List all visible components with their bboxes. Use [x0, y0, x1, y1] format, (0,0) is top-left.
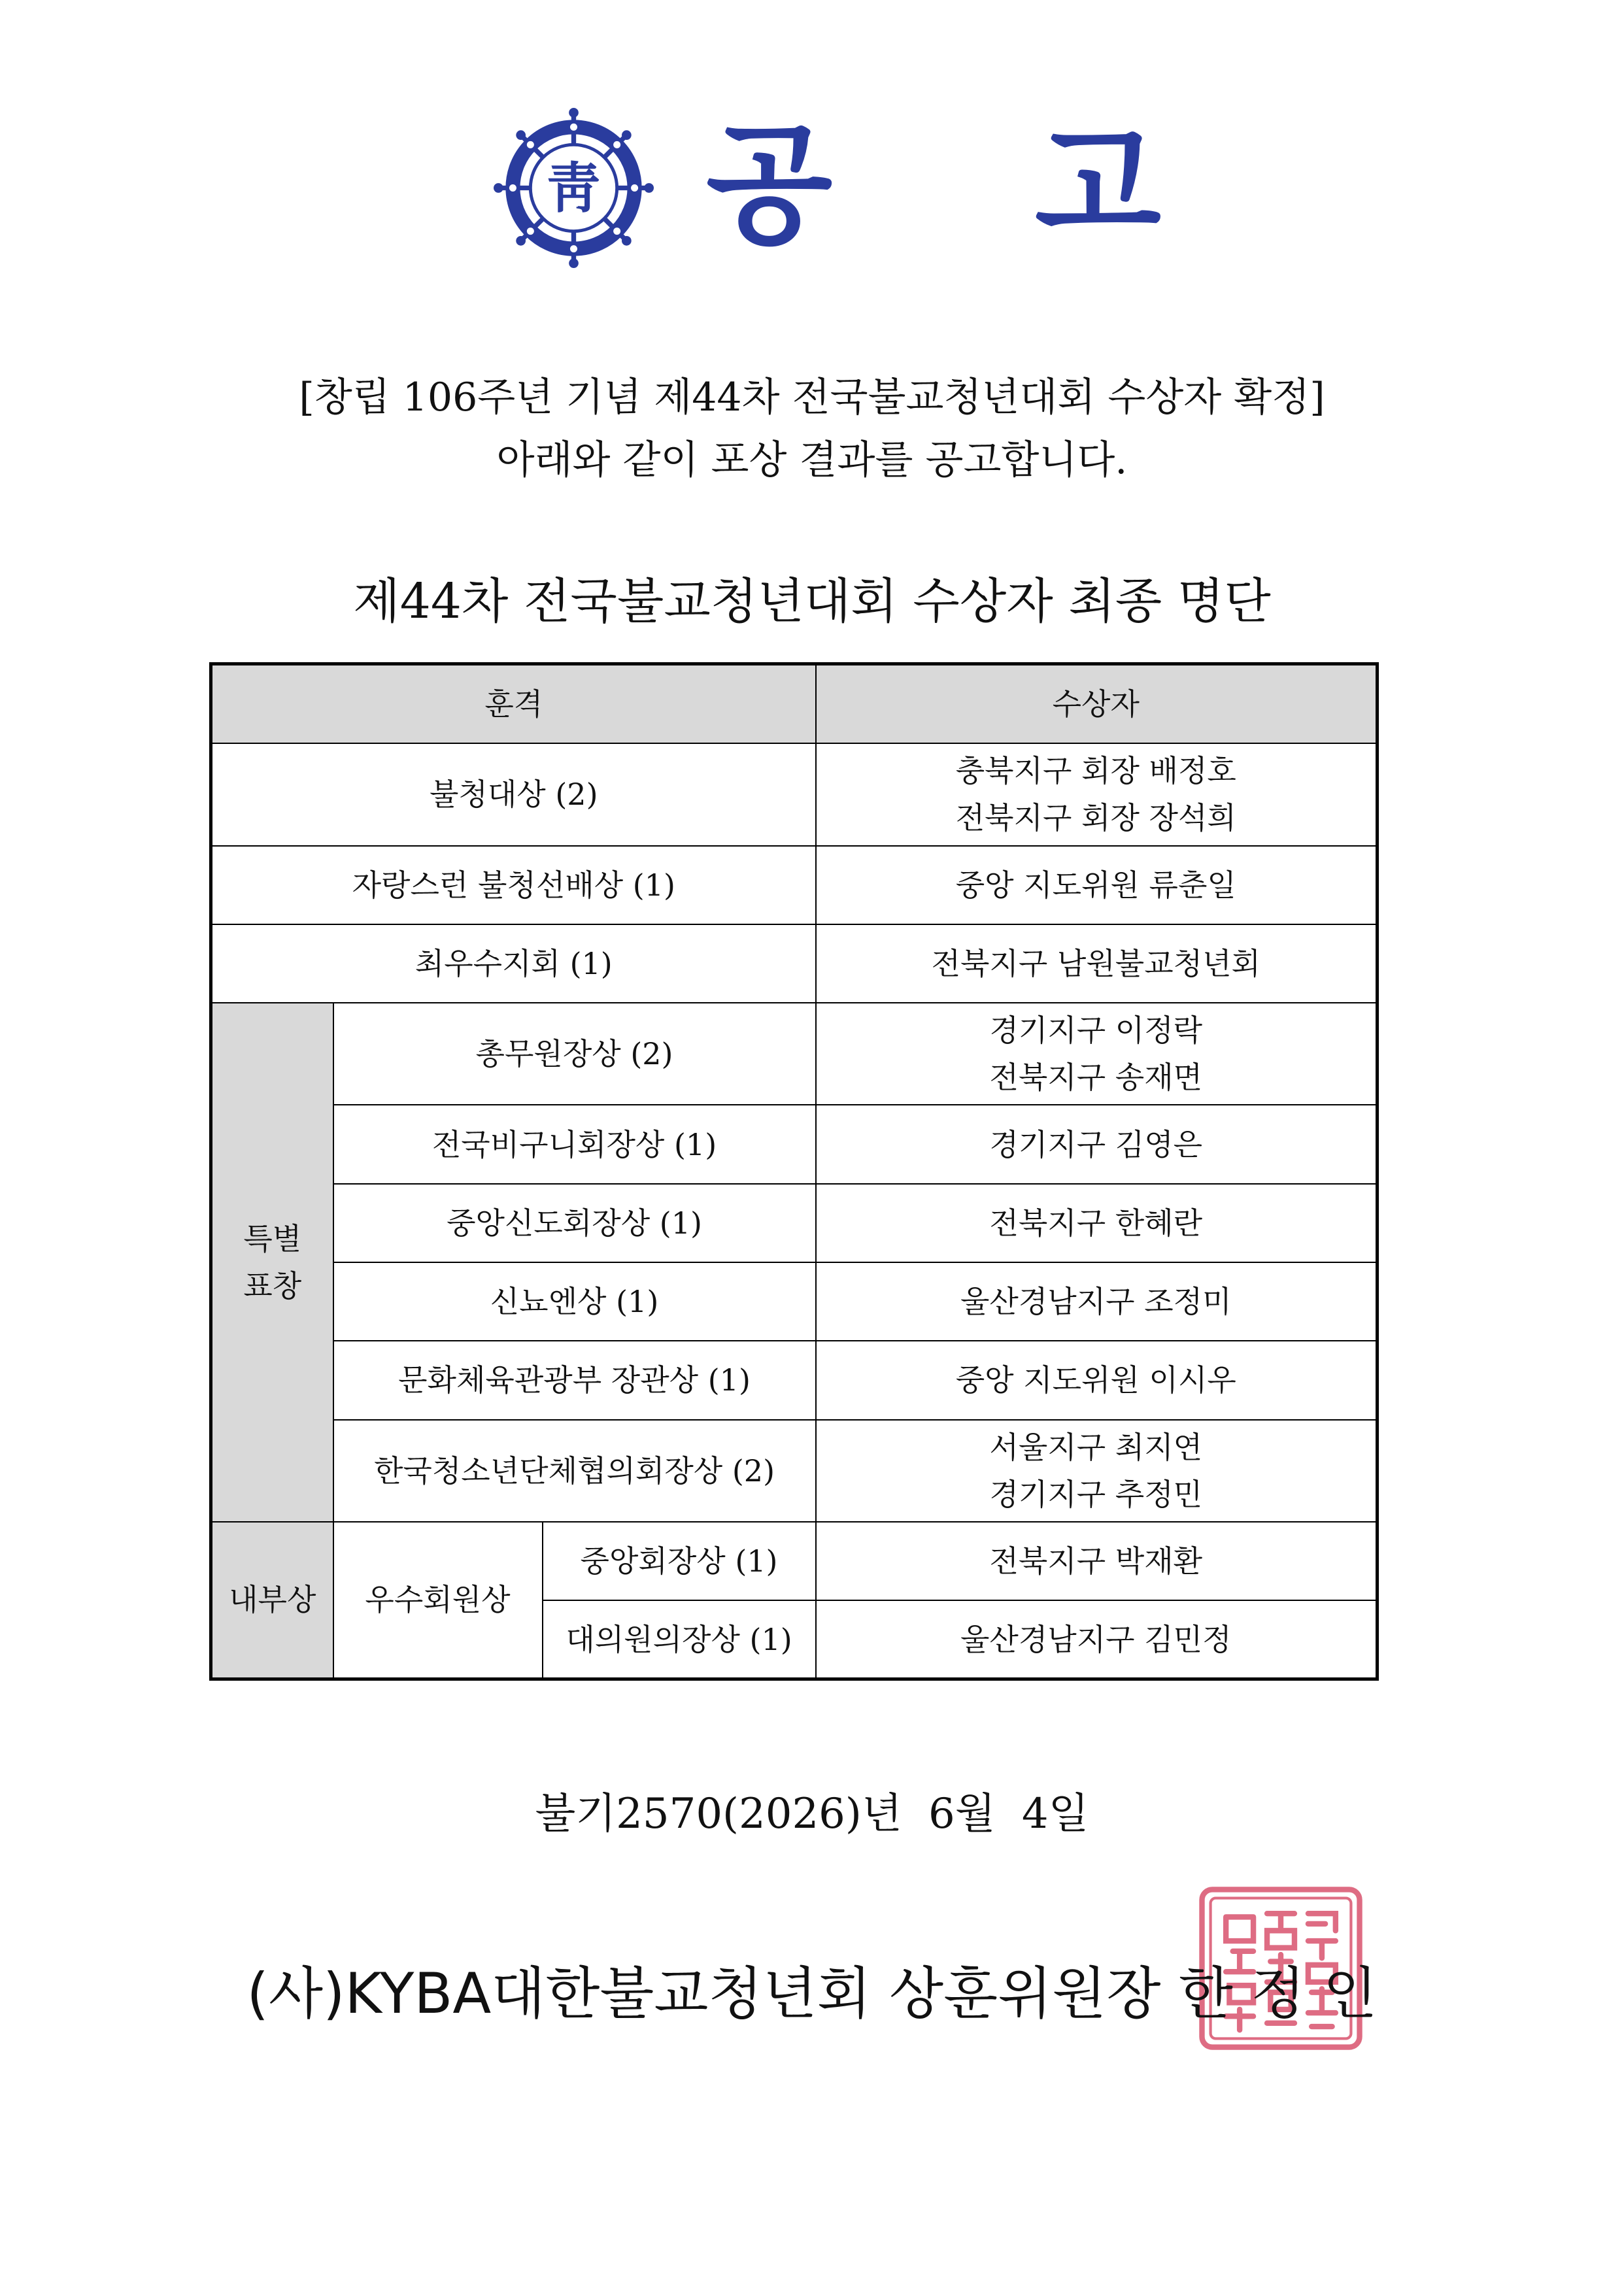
intro-line-2: 아래와 같이 포상 결과를 공고합니다. — [496, 437, 1128, 483]
table-header-row — [211, 664, 1378, 744]
recipient: 전북지구 한혜란 — [816, 1184, 1378, 1262]
table-row — [211, 1262, 1378, 1341]
table-row — [211, 924, 1378, 1003]
internal-group-label: 내부상 — [211, 1522, 333, 1679]
award-name: 신뇨엔상 (1) — [333, 1262, 816, 1341]
award-name: 불청대상 (2) — [211, 743, 816, 845]
award-name: 최우수지회 (1) — [211, 924, 816, 1003]
award-name: 전국비구니회장상 (1) — [333, 1105, 816, 1183]
page-title: 공 고 — [706, 110, 1240, 262]
header-award: 훈격 — [211, 664, 816, 744]
special-group-label — [211, 1003, 333, 1522]
recipient: 전북지구 회장 장석희 — [955, 800, 1236, 836]
table-row — [211, 1003, 1378, 1105]
announcement-intro — [0, 366, 1624, 492]
recipient: 경기지구 김영은 — [816, 1105, 1378, 1183]
emblem-glyph: 靑 — [546, 156, 601, 220]
award-name: 문화체육관광부 장관상 (1) — [333, 1341, 816, 1419]
recipient: 경기지구 추정민 — [989, 1476, 1203, 1512]
signer-line: (사)KYBA대한불교청년회 상훈위원장 한 정 인 — [246, 1961, 1378, 2027]
group-label-line: 특별 — [243, 1221, 302, 1257]
table-row — [211, 1341, 1378, 1419]
recipient-cell — [816, 1420, 1378, 1522]
award-name: 대의원의장상 (1) — [543, 1600, 816, 1679]
recipient: 전북지구 박재환 — [816, 1522, 1378, 1600]
award-name: 중앙신도회장상 (1) — [333, 1184, 816, 1262]
table-row — [211, 1105, 1378, 1183]
table-row — [211, 1420, 1378, 1522]
table-row — [211, 743, 1378, 845]
recipient-cell — [816, 1003, 1378, 1105]
document-header — [0, 105, 1624, 268]
announcement-date: 불기2570(2026)년 6월 4일 — [535, 1790, 1089, 1838]
list-title: 제44차 전국불교청년대회 수상자 최종 명단 — [353, 573, 1271, 630]
award-name: 총무원장상 (2) — [333, 1003, 816, 1105]
award-name: 자랑스런 불청선배상 (1) — [211, 846, 816, 924]
awards-table — [209, 662, 1379, 1681]
award-name: 중앙회장상 (1) — [543, 1522, 816, 1600]
recipient: 서울지구 최지연 — [989, 1429, 1203, 1465]
recipient: 전북지구 송재면 — [989, 1060, 1203, 1096]
table-row — [211, 1522, 1378, 1600]
dharma-wheel-icon — [494, 108, 654, 268]
recipient: 울산경남지구 조정미 — [816, 1262, 1378, 1341]
recipient: 울산경남지구 김민정 — [816, 1600, 1378, 1679]
recipient: 전북지구 남원불교청년회 — [816, 924, 1378, 1003]
recipient: 경기지구 이정락 — [989, 1013, 1203, 1049]
recipient: 중앙 지도위원 이시우 — [816, 1341, 1378, 1419]
recipient-cell — [816, 743, 1378, 845]
recipient: 중앙 지도위원 류춘일 — [816, 846, 1378, 924]
header-recipient: 수상자 — [816, 664, 1378, 744]
group-label-line: 표창 — [243, 1268, 302, 1304]
intro-line-1: [창립 106주년 기념 제44차 전국불교청년대회 수상자 확정] — [299, 375, 1325, 420]
table-row — [211, 1184, 1378, 1262]
table-row — [211, 846, 1378, 924]
award-name: 한국청소년단체협의회장상 (2) — [333, 1420, 816, 1522]
internal-sublabel: 우수회원상 — [333, 1522, 543, 1679]
recipient: 충북지구 회장 배정호 — [955, 753, 1236, 789]
